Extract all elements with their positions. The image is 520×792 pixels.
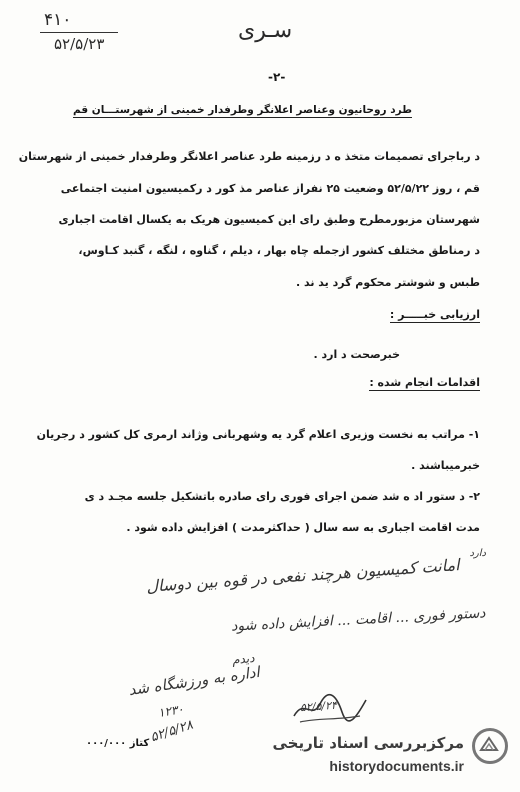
handwritten-note: ۱۲۳۰ [156,701,185,721]
actions-heading: اقدامات انجام شده : [369,376,480,389]
handwritten-note: اداره به ورزشگاه شد [127,662,261,700]
eval-text: خبرصحت د ارد . [313,348,400,361]
watermark-org-name: مرکزبررسی اسناد تاریخی [272,734,464,752]
body-line: د رمناطق مختلف کشور ازجمله چاه بهار ، دیلم ، گناوه ، لنگه ، گنبد کـاوس، [78,244,480,257]
classification-stamp: سـری [238,18,293,43]
handwritten-note: دیدم [231,650,256,668]
doc-date: ۵۲/۵/۲۳ [54,35,105,53]
eval-heading: ارزیابی خبـــــر : [389,308,480,321]
handwritten-note: امانت کمیسیون هرچند نفعی در قوه بین دوسال [145,555,461,596]
handwritten-note: دستور فوری ... اقامت ... افزایش داده شود [231,605,487,635]
watermark-url: historydocuments.ir [329,758,464,774]
action-line: ۱- مراتب به نخست وزیری اعلام گرد یه وشهربانی وژاند ارمری کل کشور د رجریان [36,428,480,441]
document-title: طرد روحانیون وعناصر اعلانگر وطرفدار خمینی از شهرستـــان قم [73,104,412,116]
action-line: ۲- د ستور اد ه شد ضمن اجرای فوری رای صادره باتشکیل جلسه مجـد د ی [84,490,480,503]
section-marker: -۲- [268,70,286,84]
handwritten-note: ۵۲/۵/۲۸ [148,717,195,746]
action-line: مدت اقامت اجباری به سه سال ( حداکثرمدت ) افزایش داده شود . [126,521,480,534]
footer-code: کتاز ۰۰۰/۰۰۰ [86,738,150,749]
body-line: قم ، روز ۵۲/۵/۲۲ وضعیت ۲۵ نفراز عناصر مذ کور د رکمیسیون امنیت اجتماعی [60,182,480,195]
doc-number: ۴۱۰ [44,10,72,30]
action-line: خبرمیباشند . [411,459,480,472]
doc-number-underline [40,32,118,33]
body-line: د رباجرای تصمیمات متخذ ه د رزمینه طرد عناصر اعلانگر وطرفدار خمینی از شهرستان [18,150,480,163]
archive-logo-mark-icon [478,734,500,756]
body-line: طبس و شوشتر محکوم گرد ید ند . [295,276,480,289]
body-line: شهرستان مزبورمطرح وطبق رای این کمیسیون هریک به یکسال اقامت اجباری [58,213,480,226]
handwritten-note: دارد [469,548,486,559]
signature-date: ۵۲/۵/۲۴ [299,698,338,715]
